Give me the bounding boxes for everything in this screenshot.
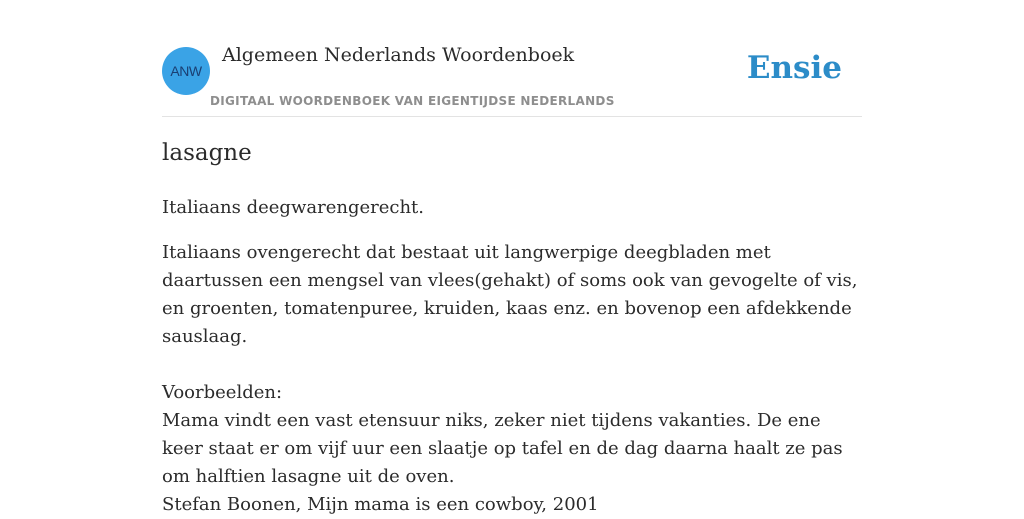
entry-word: lasagne: [162, 140, 252, 166]
long-definition-block: [162, 239, 862, 519]
example-source: Stefan Boonen, Mijn mama is een cowboy, 2001: [162, 494, 599, 515]
divider: [162, 351, 862, 379]
anw-logo[interactable]: ANW: [162, 47, 210, 95]
long-definition: Italiaans ovengerecht dat bestaat uit langwerpige deegbladen met daartussen een mengsel van vlees(gehakt) of soms ook van gevogelte of vis, en groenten, tomatenpuree, kruiden, kaas enz. en bovenop een afdekkende sauslaag.: [162, 242, 858, 347]
site-subtitle: DIGITAAL WOORDENBOEK VAN EIGENTIJDSE NEDERLANDS: [210, 94, 615, 108]
ensie-logo[interactable]: Ensie: [746, 50, 842, 86]
dictionary-card: [162, 0, 862, 515]
header: [162, 0, 862, 117]
examples-label: Voorbeelden:: [162, 382, 283, 403]
site-title[interactable]: Algemeen Nederlands Woordenboek: [222, 44, 575, 66]
short-definition: Italiaans deegwarengerecht.: [162, 197, 425, 218]
example-text: Mama vindt een vast etensuur niks, zeker niet tijdens vakanties. De ene keer staat er om vijf uur een slaatje op tafel en de dag daarna haalt ze pas om halftien lasagne uit de oven.: [162, 410, 843, 487]
